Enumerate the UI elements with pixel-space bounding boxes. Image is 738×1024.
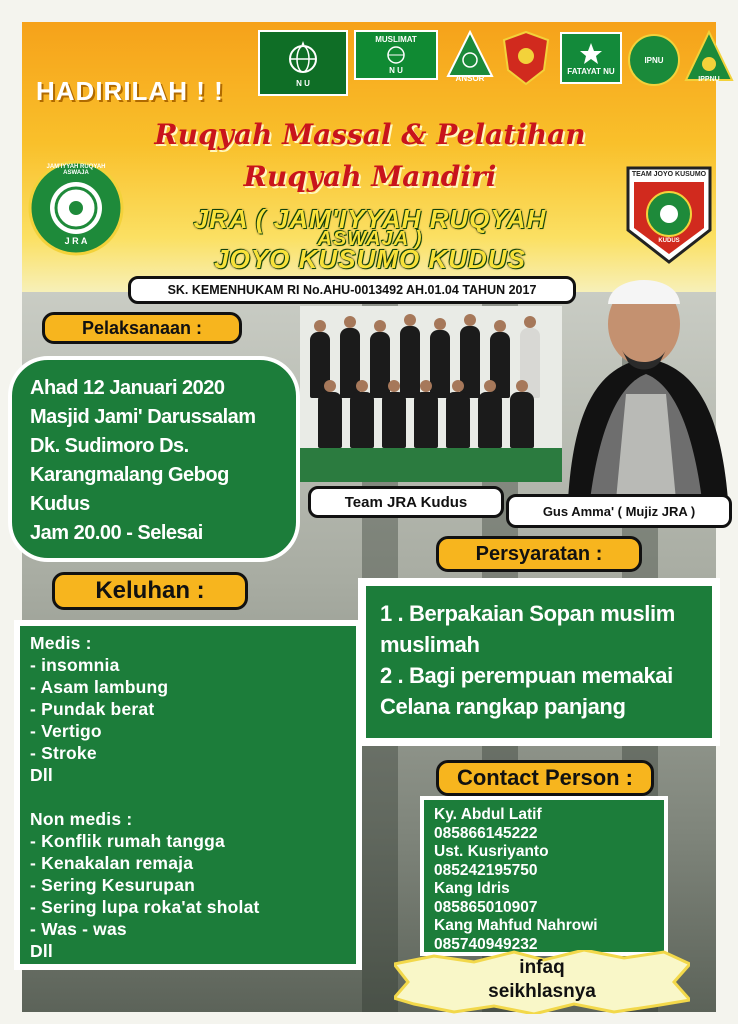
team-member-head <box>404 314 416 326</box>
team-member-head <box>494 320 506 332</box>
team-member-head <box>420 380 432 392</box>
team-member-seated <box>414 392 438 448</box>
muslimat-logo <box>354 30 438 80</box>
nu-logo-text: N U <box>296 78 310 88</box>
globe-icon <box>385 44 407 66</box>
event-time: Jam 20.00 - Selesai <box>30 522 203 544</box>
jra-logo <box>28 160 124 256</box>
contact-phone: 085740949232 <box>434 935 538 953</box>
team-photo-caption: Team JRA Kudus <box>308 486 504 518</box>
team-member-head <box>324 380 336 392</box>
team-member-standing <box>430 330 450 398</box>
person-portrait-icon <box>560 254 730 500</box>
team-member-standing <box>370 332 390 398</box>
fatayat-logo-text: FATAYAT NU <box>567 66 615 76</box>
jra-logo-bottom-text: J R A <box>64 236 88 246</box>
requirements-box <box>358 578 720 746</box>
team-member-seated <box>382 392 406 448</box>
complaint-line: - insomnia <box>30 655 120 675</box>
complaint-line: Dll <box>30 765 53 785</box>
team-member-head <box>374 320 386 332</box>
contact-name: Ky. Abdul Latif <box>434 806 542 823</box>
complaint-line: Medis : <box>30 633 92 653</box>
event-title-line1: Ruqyah Massal & Pelatihan <box>154 118 586 151</box>
star-icon <box>578 41 604 67</box>
contact-name: Ust. Kusriyanto <box>434 843 549 860</box>
event-title-line2: Ruqyah Mandiri <box>243 160 497 193</box>
org-name-line1: JRA ( JAM'IYYAH RUQYAH <box>193 204 547 234</box>
team-member-head <box>452 380 464 392</box>
ansor-logo-text: ANSOR <box>455 74 485 83</box>
requirement-line: muslimah <box>380 632 480 657</box>
requirement-line: 2 . Bagi perempuan memakai <box>380 663 673 688</box>
team-member-seated <box>478 392 502 448</box>
ipnu-logo <box>628 34 680 86</box>
team-member-head <box>388 380 400 392</box>
requirement-line: Celana rangkap panjang <box>380 694 626 719</box>
team-joyo-kusumo-logo <box>624 164 714 266</box>
infaq-line1: infaq <box>519 957 565 978</box>
event-details-box <box>8 356 300 562</box>
nu-logo <box>258 30 348 96</box>
contact-phone: 085866145222 <box>434 824 538 842</box>
shield-icon <box>500 30 552 86</box>
gus-photo-caption: Gus Amma' ( Mujiz JRA ) <box>506 494 732 528</box>
team-member-standing <box>400 326 420 398</box>
team-member-head <box>516 380 528 392</box>
event-address-line1: Dk. Sudimoro Ds. <box>30 435 189 457</box>
team-member-head <box>484 380 496 392</box>
complaints-box <box>14 620 362 970</box>
team-jra-photo <box>300 306 562 482</box>
team-member-head <box>314 320 326 332</box>
team-logo-top-text: TEAM JOYO KUSUMO <box>631 171 707 178</box>
team-member-seated <box>318 392 342 448</box>
complaint-spacer <box>30 786 346 808</box>
org-name-line3: JOYO KUSUMO KUDUS <box>214 244 526 274</box>
complaint-line: Non medis : <box>30 809 133 829</box>
complaint-line: - Stroke <box>30 743 97 763</box>
team-member-head <box>434 318 446 330</box>
ansor-logo <box>446 30 494 86</box>
complaint-line: - Pundak berat <box>30 699 155 719</box>
team-logo-bottom-text: KUDUS <box>658 238 680 244</box>
org-name-line2: ASWAJA ) <box>317 228 423 250</box>
muslimat-logo-initials: N U <box>389 66 403 75</box>
infaq-line2: seikhlasnya <box>488 981 596 1002</box>
jra-logo-ring-text: JAM'IYYAH RUQYAH ASWAJA <box>46 164 106 176</box>
keluhan-label: Keluhan : <box>52 572 248 610</box>
contact-list-box <box>420 796 668 956</box>
muslimat-logo-top: MUSLIMAT <box>375 35 417 44</box>
team-member-head <box>524 316 536 328</box>
ippnu-logo-text: IPPNU <box>698 76 720 83</box>
sk-registration-banner: SK. KEMENHUKAM RI No.AHU-0013492 AH.01.04 TAHUN 2017 <box>128 276 576 304</box>
fatayat-logo <box>560 32 622 84</box>
complaint-line: - Asam lambung <box>30 677 169 697</box>
event-address-line2: Karangmalang Gebog Kudus <box>30 464 229 515</box>
pelaksanaan-label: Pelaksanaan : <box>42 312 242 344</box>
complaint-line: - Was - was <box>30 919 127 939</box>
complaint-line: - Sering Kesurupan <box>30 875 196 895</box>
contact-name: Kang Mahfud Nahrowi <box>434 917 598 934</box>
ippnu-logo <box>684 30 734 86</box>
complaint-line: - Sering lupa roka'at sholat <box>30 897 260 917</box>
complaint-line: Dll <box>30 941 53 961</box>
shield-icon <box>624 164 714 266</box>
contact-phone: 085242195750 <box>434 861 538 879</box>
team-member-seated <box>446 392 470 448</box>
complaint-line: - Konflik rumah tangga <box>30 831 225 851</box>
gus-amma-photo <box>560 254 730 500</box>
team-member-head <box>356 380 368 392</box>
requirement-line: 1 . Berpakaian Sopan muslim <box>380 601 675 626</box>
team-member-seated <box>510 392 534 448</box>
globe-icon <box>283 39 323 79</box>
ipnu-logo-text: IPNU <box>644 55 664 65</box>
event-venue: Masjid Jami' Darussalam <box>30 406 256 428</box>
persyaratan-label: Persyaratan : <box>436 536 642 572</box>
contact-name: Kang Idris <box>434 880 510 897</box>
team-photo-floor <box>300 448 562 482</box>
hadirilah-heading: HADIRILAH ! ! <box>36 76 224 106</box>
contact-person-label: Contact Person : <box>436 760 654 796</box>
team-member-head <box>464 314 476 326</box>
team-member-seated <box>350 392 374 448</box>
contact-phone: 085865010907 <box>434 898 538 916</box>
banser-shield-logo <box>500 30 552 86</box>
team-member-head <box>344 316 356 328</box>
complaint-line: - Vertigo <box>30 721 102 741</box>
event-date: Ahad 12 Januari 2020 <box>30 377 225 399</box>
infaq-text <box>394 956 690 1004</box>
complaint-line: - Kenakalan remaja <box>30 853 194 873</box>
